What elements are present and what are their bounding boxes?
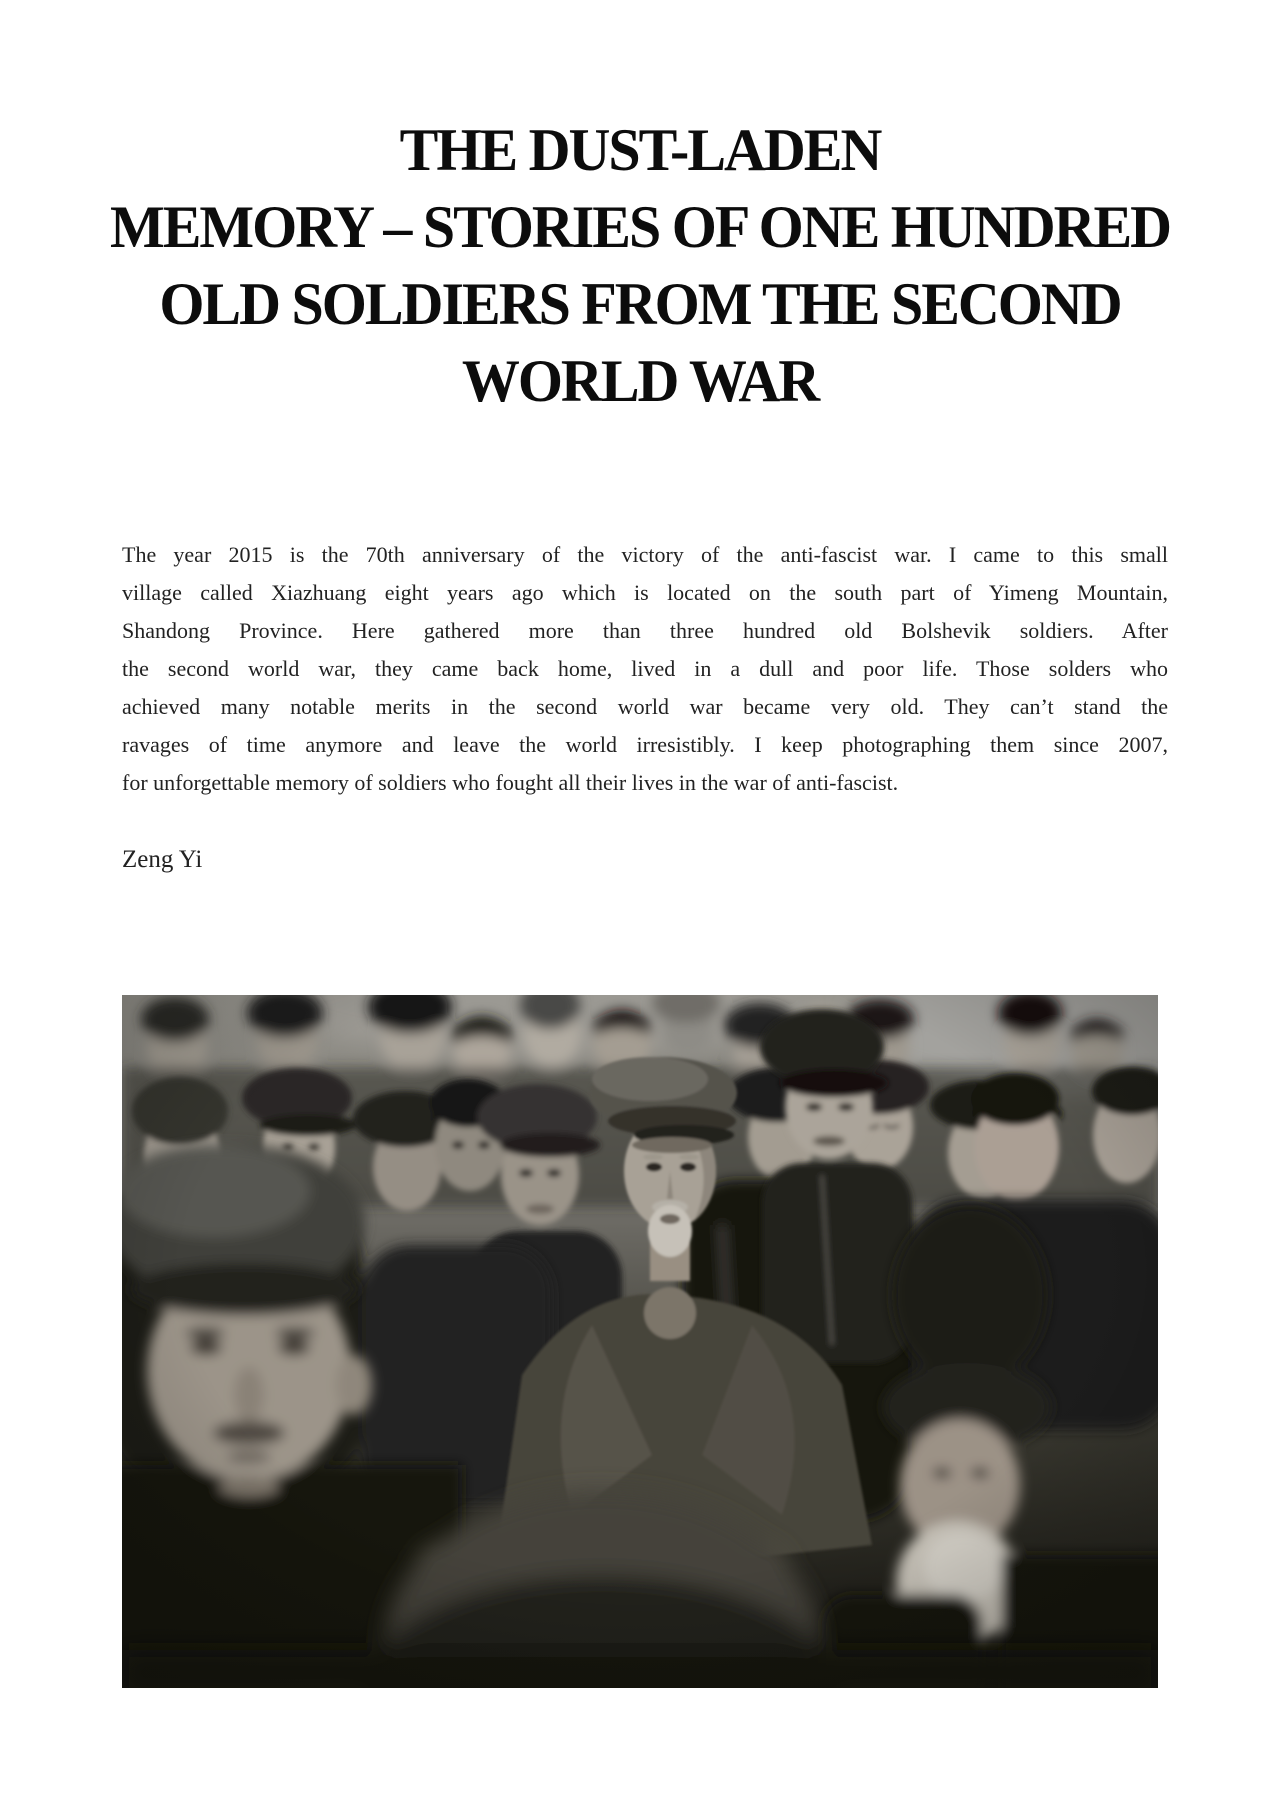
intro-line: achieved many notable merits in the second world war became very old. They can’t stand the	[122, 694, 1168, 719]
veterans-photograph	[122, 995, 1158, 1688]
intro-line: for unforgettable memory of soldiers who fought all their lives in the war of anti-fascist.	[122, 770, 899, 795]
intro-line: Shandong Province. Here gathered more than three hundred old Bolshevik soldiers. After	[122, 618, 1168, 643]
title-line-2: MEMORY – STORIES OF ONE HUNDRED	[109, 193, 1171, 261]
title-line-4: WORLD WAR	[461, 347, 819, 415]
author-signature: Zeng Yi	[122, 846, 203, 873]
intro-line: The year 2015 is the 70th anniversary of the victory of the anti-fascist war. I came to this small	[122, 542, 1168, 567]
introduction-paragraph	[122, 536, 1168, 802]
veterans-photo-artwork	[122, 995, 1158, 1688]
page-title	[0, 112, 1280, 420]
title-line-3: OLD SOLDIERS FROM THE SECOND	[159, 270, 1121, 338]
intro-line: village called Xiazhuang eight years ago which is located on the south part of Yimeng Mountain,	[122, 580, 1168, 605]
intro-line: the second world war, they came back home, lived in a dull and poor life. Those solders who	[122, 656, 1168, 681]
title-line-1: THE DUST-LADEN	[399, 116, 881, 184]
intro-line: ravages of time anymore and leave the world irresistibly. I keep photographing them since 2007,	[122, 732, 1168, 757]
